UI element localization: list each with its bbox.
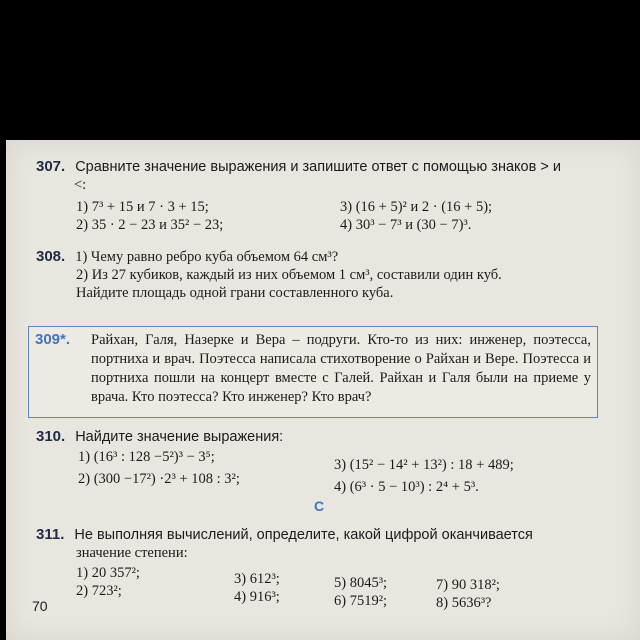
power-item: 2) 723²;	[76, 583, 122, 599]
problem-text: Сравните значение выражения и запишите ответ с помощью знаков > и	[75, 159, 561, 175]
expression-item: 4) 30³ − 7³ и (30 − 7)³.	[340, 217, 472, 233]
problem-line: Найдите площадь одной грани составленного куба.	[76, 285, 394, 301]
problem-text: Райхан, Галя, Назерке и Вера – подруги. Кто-то из них: инженер, поэтесса, портниха и врач. Поэтесса написала стихотворение о Райхан и Вере. Поэтесса и портниха пошли на концерт вместе с Галей. Райхан и Галя были на приеме у врача. Кто поэтесса? Кто инженер? Кто врач?	[91, 332, 591, 405]
expression-item: 3) (15² − 14² + 13²) : 18 + 489;	[334, 457, 514, 473]
expression-item: 1) 7³ + 15 и 7 · 3 + 15;	[76, 199, 209, 215]
power-item: 5) 8045³;	[334, 575, 388, 591]
problem-text-continued: значение степени:	[76, 545, 188, 561]
problem-number: 310.	[36, 428, 66, 445]
power-item: 4) 916³;	[234, 589, 280, 605]
problem-line: 1) Чему равно ребро куба объемом 64 см³?	[75, 249, 339, 265]
problem-number: 308.	[36, 248, 66, 265]
page-number: 70	[32, 598, 48, 614]
expression-item: 1) (16³ : 128 −5²)³ − 3⁵;	[78, 449, 215, 465]
problem-307	[36, 158, 630, 233]
problem-text-continued: <:	[74, 177, 87, 193]
problem-number: 311.	[36, 526, 65, 543]
problem-309-box	[28, 326, 598, 418]
expression-item: 2) 35 · 2 − 23 и 35² − 23;	[76, 217, 224, 233]
problem-number: 309*.	[35, 331, 71, 348]
power-item: 3) 612³;	[234, 571, 280, 587]
power-item: 7) 90 318²;	[436, 577, 500, 593]
power-item: 8) 5636³?	[436, 595, 492, 611]
expression-item: 4) (6³ · 5 − 10³) : 2⁴ + 5³.	[334, 479, 479, 495]
problem-number: 307.	[36, 158, 66, 175]
expression-item: 3) (16 + 5)² и 2 · (16 + 5);	[340, 199, 493, 215]
problem-text: Не выполняя вычислений, определите, какой цифрой оканчивается	[74, 527, 533, 543]
section-label: C	[314, 498, 325, 514]
problem-text: Найдите значение выражения:	[75, 429, 284, 445]
power-item: 6) 7519²;	[334, 593, 388, 609]
expression-item: 2) (300 −17²) ·2³ + 108 : 3²;	[78, 471, 240, 487]
textbook-page	[6, 140, 640, 640]
problem-310	[36, 428, 630, 495]
problem-line: 2) Из 27 кубиков, каждый из них объемом 1 см³, составили один куб.	[76, 267, 502, 283]
problem-308	[36, 248, 630, 302]
power-item: 1) 20 357²;	[76, 565, 140, 581]
